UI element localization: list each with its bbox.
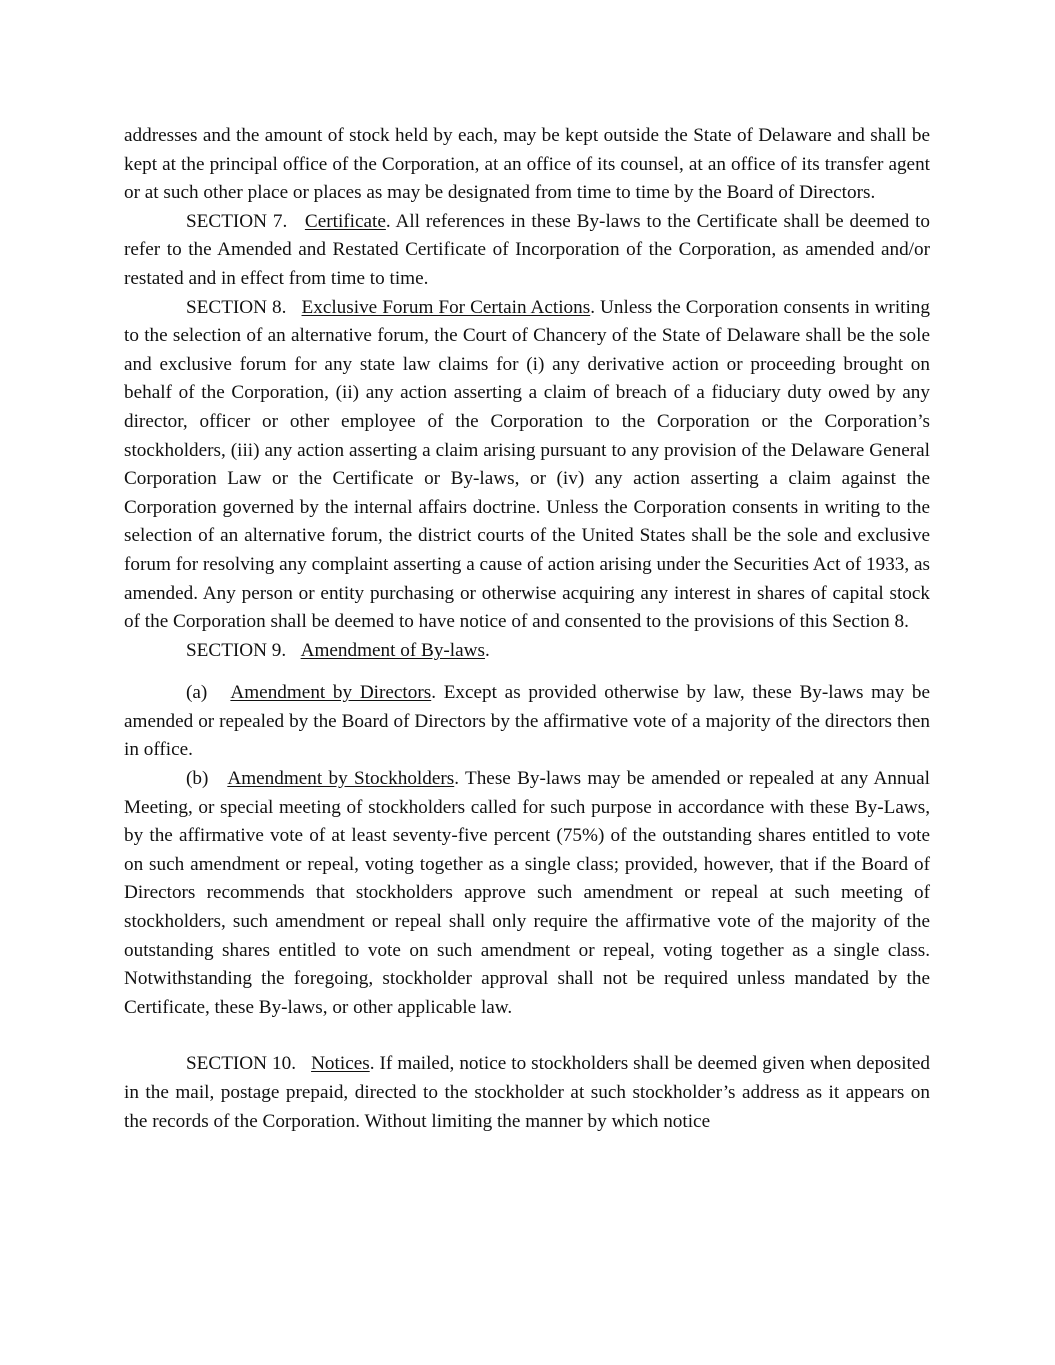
section-9 — [124, 637, 930, 666]
section-7 — [124, 208, 930, 294]
section-9b-heading: Amendment by Stockholders — [227, 768, 455, 790]
section-10-label: SECTION 10. — [186, 1053, 297, 1075]
spacer — [124, 1022, 930, 1050]
section-8-heading: Exclusive Forum For Certain Actions — [301, 296, 591, 318]
section-10-body: . If mailed, notice to stockholders shall be deemed given when deposited in the mail, postage prepaid, directed to the stockholder at such stockholder’s address as it appears on the records of the Corporation. Without limiting the manner by which notice — [124, 1053, 931, 1132]
section-9-label: SECTION 9. — [186, 639, 287, 661]
section-9a-label: (a) — [186, 682, 208, 704]
section-7-body: . All references in these By-laws to the Certificate shall be deemed to refer to the Amended and Restated Certificate of Incorporation of the Corporation, as amended and/or restated and in effect from time to time. — [124, 210, 930, 289]
section-9a-body: . Except as provided otherwise by law, these By-laws may be amended or repealed by the Board of Directors by the affirmative vote of a majority of the directors then in office. — [124, 682, 930, 761]
section-8-label: SECTION 8. — [186, 296, 287, 318]
section-9b-body: . These By-laws may be amended or repealed at any Annual Meeting, or special meeting of stockholders called for such purpose in accordance with these By-Laws, by the affirmative vote of at least seventy-five percent (75%) of the outstanding shares entitled to vote on such amendment or repeal, voting together as a single class; provided, however, that if the Board of Directors recommends that stockholders approve such amendment or repeal at such meeting of stockholders, such amendment or repeal shall only require the affirmative vote of the majority of the outstanding shares entitled to vote on such amendment or repeal, voting together as a single class. Notwithstanding the foregoing, stockholder approval shall not be required unless mandated by the Certificate, these By-laws, or other applicable law. — [124, 768, 930, 1018]
section-9a — [124, 679, 930, 765]
section-10-heading: Notices — [311, 1053, 370, 1075]
section-9-suffix: . — [484, 639, 490, 661]
section-9-heading: Amendment of By-laws — [300, 639, 485, 661]
section-9a-heading: Amendment by Directors — [230, 682, 432, 704]
paragraph-continuation: addresses and the amount of stock held by each, may be kept outside the State of Delaware and shall be kept at the principal office of the Corporation, at an office of its counsel, at an office of its transfer agent or at such other place or places as may be designated from time to time by the Board of Directors. — [124, 125, 930, 204]
section-7-heading: Certificate — [304, 210, 386, 232]
document-page — [124, 122, 930, 1136]
section-8 — [124, 294, 930, 637]
section-9b-label: (b) — [186, 768, 209, 790]
section-8-body: . Unless the Corporation consents in writing to the selection of an alternative forum, the Court of Chancery of the State of Delaware shall be the sole and exclusive forum for any state law claims for (i) any derivative action or proceeding brought on behalf of the Corporation, (ii) any action asserting a claim of breach of a fiduciary duty owed by any director, officer or other employee of the Corporation to the Corporation or the Corporation’s stockholders, (iii) any action asserting a claim arising pursuant to any provision of the Delaware General Corporation Law or the Certificate or By-laws, or (iv) any action asserting a claim against the Corporation governed by the internal affairs doctrine. Unless the Corporation consents in writing to the selection of an alternative forum, the district courts of the United States shall be the sole and exclusive forum for resolving any complaint asserting a cause of action arising under the Securities Act of 1933, as amended. Any person or entity purchasing or otherwise acquiring any interest in shares of capital stock of the Corporation shall be deemed to have notice of and consented to the provisions of this Section 8. — [124, 296, 930, 633]
section-10 — [124, 1050, 930, 1136]
spacer — [124, 665, 930, 679]
section-9b — [124, 765, 930, 1022]
section-7-label: SECTION 7. — [186, 210, 288, 232]
